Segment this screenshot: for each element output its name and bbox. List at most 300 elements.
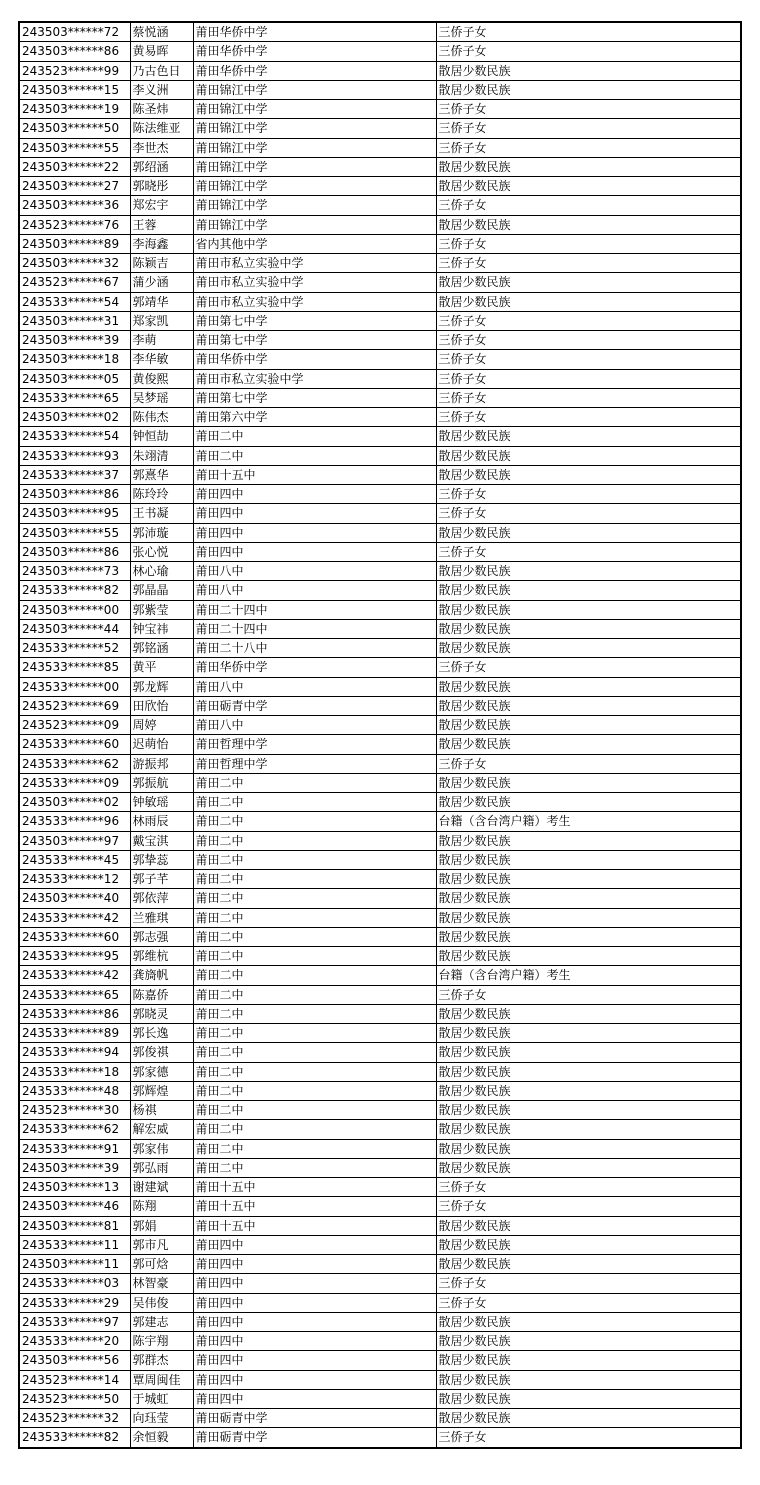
student-name-cell: 余恒毅 [130,1428,193,1448]
category-cell: 三侨子女 [436,985,741,1004]
school-cell: 莆田第七中学 [193,311,436,330]
school-cell: 莆田八中 [193,581,436,600]
school-cell: 莆田二中 [193,812,436,831]
category-cell: 三侨子女 [436,1178,741,1197]
school-cell: 莆田锦江中学 [193,100,436,119]
category-cell: 散居少数民族 [436,1409,741,1428]
category-cell: 散居少数民族 [436,927,741,946]
school-cell: 莆田二中 [193,831,436,850]
student-name-cell: 郭熹华 [130,465,193,484]
exam-id-cell: 243533******48 [19,1081,130,1100]
exam-id-cell: 243533******89 [19,1024,130,1043]
school-cell: 莆田八中 [193,716,436,735]
exam-id-cell: 243523******69 [19,696,130,715]
school-cell: 莆田十五中 [193,1197,436,1216]
student-name-cell: 郭依萍 [130,889,193,908]
student-name-cell: 张心悦 [130,542,193,561]
student-name-cell: 陈翔 [130,1197,193,1216]
category-cell: 散居少数民族 [436,1332,741,1351]
student-name-cell: 陈宇翔 [130,1332,193,1351]
student-name-cell: 陈圣炜 [130,100,193,119]
school-cell: 莆田二中 [193,446,436,465]
school-cell: 莆田四中 [193,1332,436,1351]
exam-id-cell: 243503******72 [19,22,130,42]
school-cell: 莆田锦江中学 [193,138,436,157]
school-cell: 莆田二中 [193,1024,436,1043]
table-row [19,793,741,812]
student-name-cell: 陈嘉侨 [130,985,193,1004]
category-cell: 散居少数民族 [436,870,741,889]
exam-id-cell: 243503******40 [19,889,130,908]
school-cell: 莆田二十八中 [193,639,436,658]
school-cell: 莆田市私立实验中学 [193,273,436,292]
student-name-cell: 林雨辰 [130,812,193,831]
table-row [19,1332,741,1351]
student-name-cell: 向珏莹 [130,1409,193,1428]
category-cell: 三侨子女 [436,42,741,61]
category-cell: 散居少数民族 [436,793,741,812]
category-cell: 散居少数民族 [436,1004,741,1023]
exam-id-cell: 243503******95 [19,504,130,523]
table-row [19,350,741,369]
school-cell: 莆田二中 [193,850,436,869]
table-row [19,1389,741,1408]
category-cell: 三侨子女 [436,1274,741,1293]
school-cell: 莆田二中 [193,870,436,889]
category-cell: 三侨子女 [436,254,741,273]
exam-id-cell: 243533******18 [19,1062,130,1081]
school-cell: 莆田锦江中学 [193,177,436,196]
student-name-cell: 郭紫莹 [130,600,193,619]
table-row [19,542,741,561]
exam-id-cell: 243523******30 [19,1101,130,1120]
exam-id-cell: 243523******32 [19,1409,130,1428]
category-cell: 散居少数民族 [436,773,741,792]
category-cell: 散居少数民族 [436,273,741,292]
student-name-cell: 于城虹 [130,1389,193,1408]
school-cell: 莆田哲理中学 [193,735,436,754]
category-cell: 散居少数民族 [436,735,741,754]
exam-id-cell: 243503******56 [19,1351,130,1370]
exam-id-cell: 243503******39 [19,331,130,350]
school-cell: 莆田二中 [193,927,436,946]
exam-id-cell: 243523******09 [19,716,130,735]
student-name-cell: 郭沛璇 [130,523,193,542]
school-cell: 莆田锦江中学 [193,157,436,176]
school-cell: 莆田二中 [193,1081,436,1100]
exam-id-cell: 243503******36 [19,196,130,215]
school-cell: 莆田四中 [193,542,436,561]
school-cell: 莆田华侨中学 [193,42,436,61]
school-cell: 莆田二中 [193,773,436,792]
category-cell: 散居少数民族 [436,1081,741,1100]
table-row [19,735,741,754]
exam-id-cell: 243533******97 [19,1312,130,1331]
student-name-cell: 郭靖华 [130,292,193,311]
table-row [19,427,741,446]
school-cell: 莆田二十四中 [193,619,436,638]
table-row [19,1178,741,1197]
category-cell: 散居少数民族 [436,1235,741,1254]
exam-id-cell: 243523******67 [19,273,130,292]
category-cell: 散居少数民族 [436,1389,741,1408]
exam-id-cell: 243523******50 [19,1389,130,1408]
category-cell: 三侨子女 [436,350,741,369]
category-cell: 散居少数民族 [436,1312,741,1331]
exam-id-cell: 243533******86 [19,1004,130,1023]
exam-id-cell: 243533******94 [19,1043,130,1062]
table-row [19,658,741,677]
student-name-cell: 郭娟 [130,1216,193,1235]
category-cell: 散居少数民族 [436,1255,741,1274]
school-cell: 莆田二中 [193,985,436,1004]
category-cell: 散居少数民族 [436,677,741,696]
student-name-cell: 黄平 [130,658,193,677]
school-cell: 莆田二中 [193,947,436,966]
exam-id-cell: 243503******11 [19,1255,130,1274]
exam-id-cell: 243503******39 [19,1158,130,1177]
table-row [19,446,741,465]
student-name-cell: 钟恒劼 [130,427,193,446]
table-row [19,1370,741,1389]
roster-body [19,22,741,1448]
exam-id-cell: 243503******02 [19,793,130,812]
exam-id-cell: 243523******99 [19,61,130,80]
student-name-cell: 郭家德 [130,1062,193,1081]
student-name-cell: 郭振航 [130,773,193,792]
table-row [19,1101,741,1120]
student-name-cell: 郭晓灵 [130,1004,193,1023]
exam-id-cell: 243533******54 [19,292,130,311]
school-cell: 莆田二中 [193,1043,436,1062]
exam-id-cell: 243503******02 [19,408,130,427]
exam-id-cell: 243533******03 [19,1274,130,1293]
category-cell: 三侨子女 [436,388,741,407]
table-row [19,22,741,42]
category-cell: 台籍（含台湾户籍）考生 [436,966,741,985]
school-cell: 莆田二十四中 [193,600,436,619]
category-cell: 散居少数民族 [436,157,741,176]
table-row [19,1043,741,1062]
category-cell: 散居少数民族 [436,696,741,715]
school-cell: 莆田二中 [193,793,436,812]
exam-id-cell: 243503******32 [19,254,130,273]
student-name-cell: 郭维杭 [130,947,193,966]
student-name-cell: 李义洲 [130,80,193,99]
table-row [19,1120,741,1139]
school-cell: 莆田华侨中学 [193,22,436,42]
exam-id-cell: 243533******82 [19,581,130,600]
student-name-cell: 郭市凡 [130,1235,193,1254]
student-name-cell: 郭铭涵 [130,639,193,658]
table-row [19,1351,741,1370]
category-cell: 散居少数民族 [436,61,741,80]
student-name-cell: 郑家凯 [130,311,193,330]
student-name-cell: 郭绍涵 [130,157,193,176]
school-cell: 莆田二中 [193,1004,436,1023]
table-row [19,138,741,157]
student-name-cell: 黄易晖 [130,42,193,61]
exam-id-cell: 243533******96 [19,812,130,831]
student-name-cell: 田欣怡 [130,696,193,715]
table-row [19,61,741,80]
exam-id-cell: 243533******91 [19,1139,130,1158]
table-row [19,388,741,407]
category-cell: 三侨子女 [436,754,741,773]
category-cell: 散居少数民族 [436,523,741,542]
exam-id-cell: 243503******73 [19,562,130,581]
category-cell: 散居少数民族 [436,292,741,311]
category-cell: 散居少数民族 [436,1351,741,1370]
student-name-cell: 郭志强 [130,927,193,946]
school-cell: 莆田四中 [193,1235,436,1254]
category-cell: 三侨子女 [436,234,741,253]
exam-id-cell: 243503******27 [19,177,130,196]
student-name-cell: 郭子芊 [130,870,193,889]
school-cell: 莆田二中 [193,1101,436,1120]
table-row [19,1081,741,1100]
student-name-cell: 王蓉 [130,215,193,234]
table-row [19,716,741,735]
exam-id-cell: 243503******55 [19,138,130,157]
student-name-cell: 蒲少涵 [130,273,193,292]
exam-id-cell: 243533******60 [19,735,130,754]
student-name-cell: 吴伟俊 [130,1293,193,1312]
category-cell: 三侨子女 [436,22,741,42]
category-cell: 散居少数民族 [436,831,741,850]
exam-id-cell: 243503******50 [19,119,130,138]
student-name-cell: 陈伟杰 [130,408,193,427]
exam-id-cell: 243533******95 [19,947,130,966]
exam-id-cell: 243533******54 [19,427,130,446]
table-row [19,927,741,946]
exam-id-cell: 243533******37 [19,465,130,484]
exam-id-cell: 243533******62 [19,1120,130,1139]
category-cell: 散居少数民族 [436,1062,741,1081]
school-cell: 莆田四中 [193,1274,436,1293]
table-row [19,523,741,542]
table-row [19,619,741,638]
category-cell: 三侨子女 [436,311,741,330]
exam-id-cell: 243503******86 [19,485,130,504]
table-row [19,1428,741,1448]
school-cell: 莆田华侨中学 [193,658,436,677]
student-name-cell: 钟宝祎 [130,619,193,638]
school-cell: 莆田第七中学 [193,331,436,350]
category-cell: 散居少数民族 [436,1139,741,1158]
school-cell: 莆田八中 [193,677,436,696]
category-cell: 散居少数民族 [436,619,741,638]
table-row [19,157,741,176]
student-name-cell: 李华敏 [130,350,193,369]
school-cell: 莆田四中 [193,1255,436,1274]
category-cell: 散居少数民族 [436,1216,741,1235]
exam-id-cell: 243503******15 [19,80,130,99]
school-cell: 莆田砺青中学 [193,696,436,715]
exam-id-cell: 243533******11 [19,1235,130,1254]
school-cell: 莆田十五中 [193,1178,436,1197]
table-row [19,600,741,619]
exam-id-cell: 243533******20 [19,1332,130,1351]
category-cell: 三侨子女 [436,1293,741,1312]
table-row [19,119,741,138]
school-cell: 莆田四中 [193,523,436,542]
student-name-cell: 兰雅琪 [130,908,193,927]
exam-id-cell: 243503******97 [19,831,130,850]
school-cell: 莆田十五中 [193,1216,436,1235]
school-cell: 莆田二中 [193,966,436,985]
table-row [19,1216,741,1235]
table-row [19,177,741,196]
table-row [19,773,741,792]
student-name-cell: 戴宝淇 [130,831,193,850]
exam-id-cell: 243533******65 [19,388,130,407]
school-cell: 莆田二中 [193,1139,436,1158]
category-cell: 三侨子女 [436,485,741,504]
table-row [19,465,741,484]
category-cell: 散居少数民族 [436,80,741,99]
exam-id-cell: 243523******76 [19,215,130,234]
category-cell: 散居少数民族 [436,1158,741,1177]
category-cell: 三侨子女 [436,119,741,138]
school-cell: 莆田二中 [193,427,436,446]
table-row [19,1158,741,1177]
table-row [19,408,741,427]
school-cell: 莆田十五中 [193,465,436,484]
school-cell: 莆田二中 [193,889,436,908]
school-cell: 莆田第六中学 [193,408,436,427]
table-row [19,1024,741,1043]
table-row [19,985,741,1004]
student-name-cell: 解宏威 [130,1120,193,1139]
exam-id-cell: 243533******42 [19,966,130,985]
table-row [19,696,741,715]
exam-id-cell: 243533******09 [19,773,130,792]
category-cell: 散居少数民族 [436,908,741,927]
student-name-cell: 钟敏瑶 [130,793,193,812]
category-cell: 散居少数民族 [436,716,741,735]
category-cell: 三侨子女 [436,408,741,427]
school-cell: 莆田四中 [193,1312,436,1331]
student-name-cell: 周婷 [130,716,193,735]
table-row [19,1274,741,1293]
school-cell: 莆田二中 [193,1120,436,1139]
student-name-cell: 郭挚蕊 [130,850,193,869]
school-cell: 莆田二中 [193,908,436,927]
student-name-cell: 王书凝 [130,504,193,523]
school-cell: 莆田四中 [193,1370,436,1389]
table-row [19,1235,741,1254]
table-row [19,504,741,523]
exam-id-cell: 243533******52 [19,639,130,658]
exam-id-cell: 243503******86 [19,42,130,61]
student-name-cell: 杨祺 [130,1101,193,1120]
exam-id-cell: 243523******14 [19,1370,130,1389]
school-cell: 莆田市私立实验中学 [193,292,436,311]
table-row [19,850,741,869]
category-cell: 三侨子女 [436,331,741,350]
exam-id-cell: 243533******29 [19,1293,130,1312]
table-row [19,581,741,600]
exam-id-cell: 243533******12 [19,870,130,889]
exam-id-cell: 243503******31 [19,311,130,330]
student-name-cell: 乃古色日 [130,61,193,80]
table-row [19,234,741,253]
student-name-cell: 郭晓彤 [130,177,193,196]
category-cell: 散居少数民族 [436,639,741,658]
school-cell: 莆田四中 [193,1389,436,1408]
school-cell: 莆田砺青中学 [193,1409,436,1428]
exam-id-cell: 243503******89 [19,234,130,253]
table-row [19,947,741,966]
category-cell: 散居少数民族 [436,427,741,446]
table-row [19,831,741,850]
exam-id-cell: 243503******46 [19,1197,130,1216]
table-row [19,1409,741,1428]
school-cell: 莆田四中 [193,1293,436,1312]
category-cell: 三侨子女 [436,658,741,677]
exam-id-cell: 243503******19 [19,100,130,119]
exam-id-cell: 243533******82 [19,1428,130,1448]
exam-id-cell: 243503******86 [19,542,130,561]
table-row [19,562,741,581]
school-cell: 莆田哲理中学 [193,754,436,773]
student-name-cell: 陈法维亚 [130,119,193,138]
table-row [19,1004,741,1023]
category-cell: 三侨子女 [436,369,741,388]
student-name-cell: 蔡悦涵 [130,22,193,42]
category-cell: 散居少数民族 [436,1043,741,1062]
table-row [19,754,741,773]
exam-id-cell: 243503******00 [19,600,130,619]
school-cell: 莆田二中 [193,1158,436,1177]
school-cell: 莆田市私立实验中学 [193,254,436,273]
student-name-cell: 游振邦 [130,754,193,773]
category-cell: 三侨子女 [436,542,741,561]
category-cell: 散居少数民族 [436,562,741,581]
student-name-cell: 郭可焓 [130,1255,193,1274]
table-row [19,331,741,350]
table-row [19,485,741,504]
student-name-cell: 郭群杰 [130,1351,193,1370]
category-cell: 台籍（含台湾户籍）考生 [436,812,741,831]
table-row [19,273,741,292]
school-cell: 省内其他中学 [193,234,436,253]
school-cell: 莆田四中 [193,485,436,504]
student-name-cell: 郭俊祺 [130,1043,193,1062]
student-name-cell: 郑宏宇 [130,196,193,215]
exam-id-cell: 243533******65 [19,985,130,1004]
table-row [19,1312,741,1331]
student-name-cell: 李海鑫 [130,234,193,253]
student-name-cell: 覃周闽佳 [130,1370,193,1389]
student-name-cell: 谢建斌 [130,1178,193,1197]
category-cell: 三侨子女 [436,138,741,157]
exam-id-cell: 243503******05 [19,369,130,388]
school-cell: 莆田四中 [193,504,436,523]
category-cell: 散居少数民族 [436,1120,741,1139]
table-row [19,80,741,99]
roster-table [18,21,742,1449]
school-cell: 莆田锦江中学 [193,196,436,215]
school-cell: 莆田四中 [193,1351,436,1370]
category-cell: 散居少数民族 [436,947,741,966]
student-name-cell: 李萌 [130,331,193,350]
category-cell: 三侨子女 [436,1428,741,1448]
exam-id-cell: 243533******60 [19,927,130,946]
table-row [19,196,741,215]
category-cell: 散居少数民族 [436,1370,741,1389]
